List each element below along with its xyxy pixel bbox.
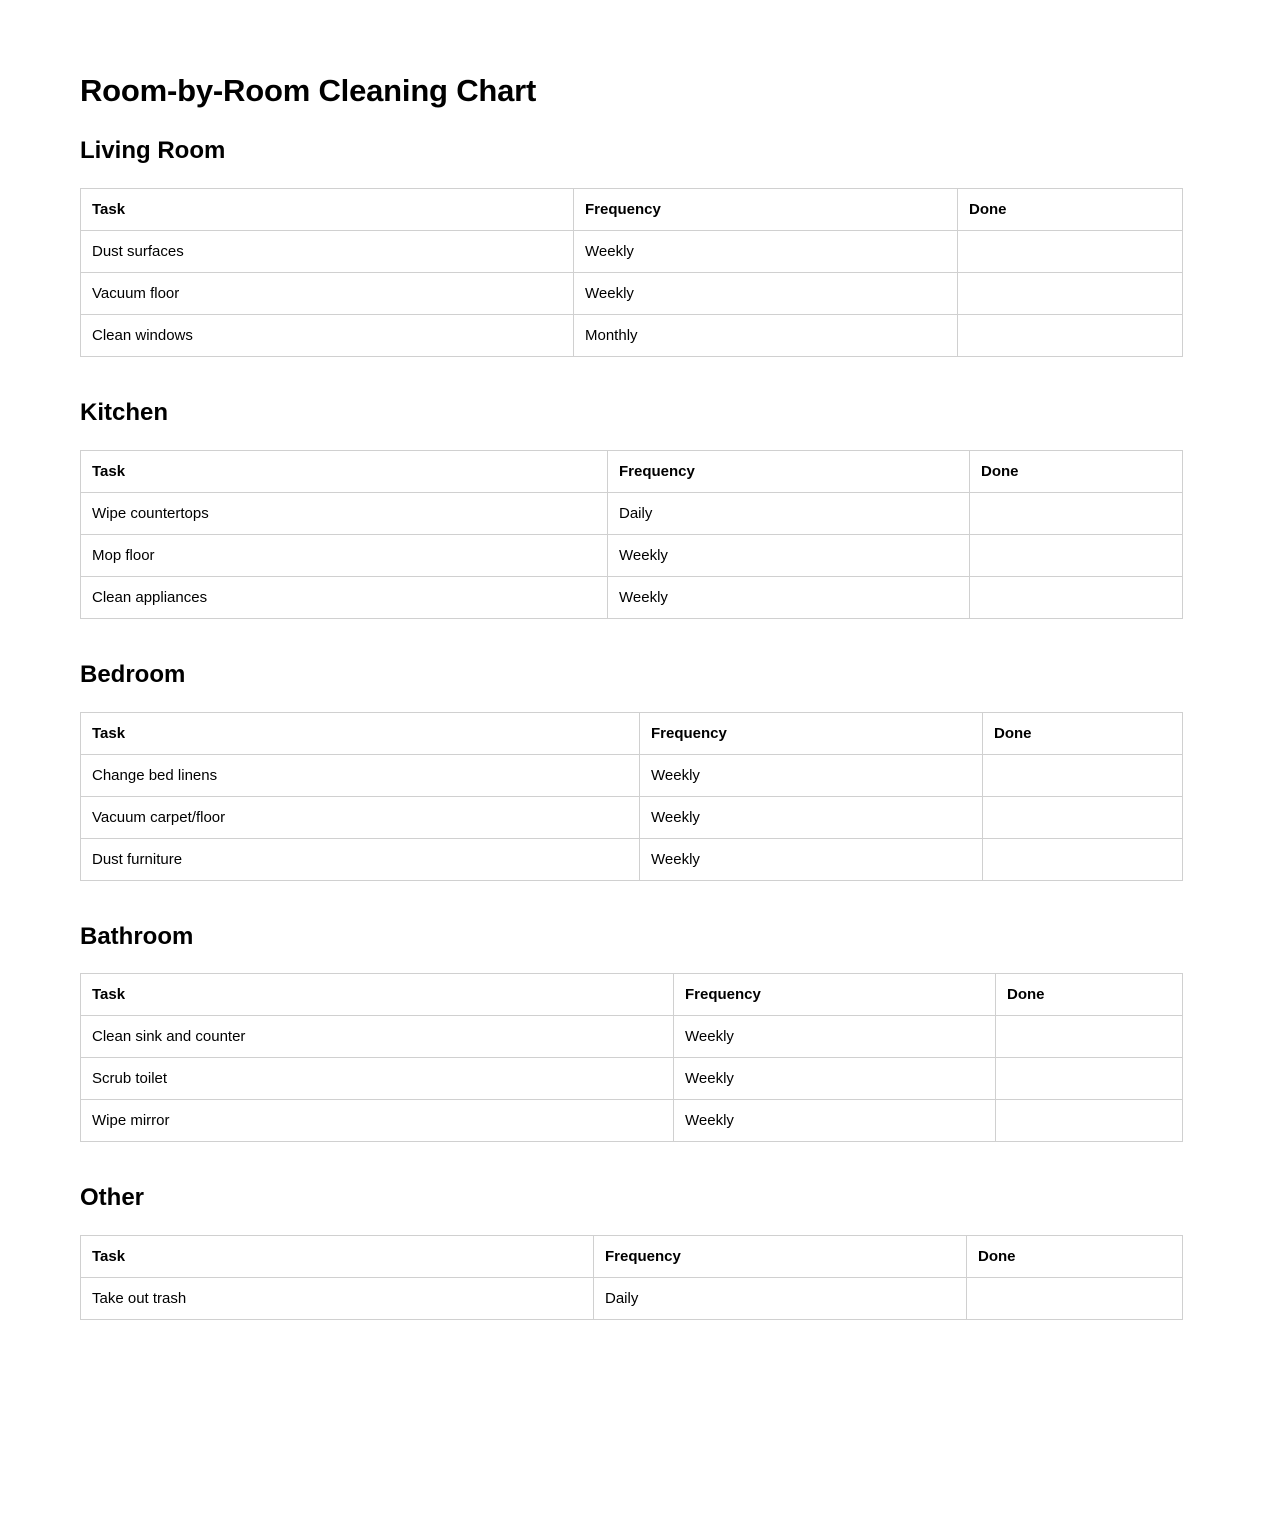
table-header-row	[81, 974, 1183, 1016]
task-cell: Mop floor	[81, 534, 608, 576]
task-cell: Take out trash	[81, 1278, 594, 1320]
column-header-frequency: Frequency	[640, 712, 983, 754]
section-heading-other: Other	[80, 1184, 145, 1212]
task-cell: Vacuum carpet/floor	[81, 796, 640, 838]
column-header-frequency: Frequency	[608, 450, 970, 492]
section-heading-bathroom: Bathroom	[80, 922, 194, 950]
table-row	[81, 314, 1183, 356]
frequency-cell: Weekly	[674, 1016, 996, 1058]
table-row	[81, 838, 1183, 880]
frequency-cell: Daily	[594, 1278, 967, 1320]
frequency-cell: Weekly	[674, 1058, 996, 1100]
task-cell: Scrub toilet	[81, 1058, 674, 1100]
task-table-other	[80, 1235, 1183, 1320]
task-cell: Vacuum floor	[81, 272, 574, 314]
section-heading-kitchen: Kitchen	[80, 398, 169, 426]
table-row	[81, 754, 1183, 796]
sections-container	[80, 137, 1183, 1320]
column-header-frequency: Frequency	[574, 188, 958, 230]
done-checkbox-cell[interactable]	[958, 230, 1183, 272]
done-checkbox-cell[interactable]	[958, 272, 1183, 314]
table-row	[81, 796, 1183, 838]
section-living-room	[80, 137, 1183, 357]
section-heading-bedroom: Bedroom	[80, 660, 186, 688]
column-header-done: Done	[967, 1236, 1183, 1278]
column-header-done: Done	[958, 188, 1183, 230]
task-table-living-room	[80, 188, 1183, 357]
table-row	[81, 1058, 1183, 1100]
done-checkbox-cell[interactable]	[983, 754, 1183, 796]
table-row	[81, 534, 1183, 576]
column-header-frequency: Frequency	[594, 1236, 967, 1278]
done-checkbox-cell[interactable]	[958, 314, 1183, 356]
frequency-cell: Weekly	[640, 796, 983, 838]
frequency-cell: Weekly	[608, 534, 970, 576]
column-header-done: Done	[970, 450, 1183, 492]
table-header-row	[81, 450, 1183, 492]
section-other	[80, 1184, 1183, 1320]
done-checkbox-cell[interactable]	[996, 1016, 1183, 1058]
page-title: Room-by-Room Cleaning Chart	[80, 73, 537, 108]
table-row	[81, 230, 1183, 272]
frequency-cell: Weekly	[640, 754, 983, 796]
column-header-task: Task	[81, 1236, 594, 1278]
table-row	[81, 576, 1183, 618]
task-table-bedroom	[80, 712, 1183, 881]
task-cell: Dust surfaces	[81, 230, 574, 272]
done-checkbox-cell[interactable]	[970, 492, 1183, 534]
table-header-row	[81, 1236, 1183, 1278]
task-cell: Clean windows	[81, 314, 574, 356]
frequency-cell: Weekly	[674, 1100, 996, 1142]
done-checkbox-cell[interactable]	[970, 534, 1183, 576]
column-header-task: Task	[81, 712, 640, 754]
frequency-cell: Monthly	[574, 314, 958, 356]
done-checkbox-cell[interactable]	[996, 1100, 1183, 1142]
done-checkbox-cell[interactable]	[996, 1058, 1183, 1100]
task-cell: Clean sink and counter	[81, 1016, 674, 1058]
section-kitchen	[80, 399, 1183, 619]
task-table-bathroom	[80, 973, 1183, 1142]
done-checkbox-cell[interactable]	[983, 796, 1183, 838]
table-header-row	[81, 712, 1183, 754]
task-table-kitchen	[80, 450, 1183, 619]
frequency-cell: Weekly	[574, 230, 958, 272]
done-checkbox-cell[interactable]	[983, 838, 1183, 880]
column-header-task: Task	[81, 188, 574, 230]
task-cell: Clean appliances	[81, 576, 608, 618]
done-checkbox-cell[interactable]	[967, 1278, 1183, 1320]
column-header-done: Done	[983, 712, 1183, 754]
frequency-cell: Weekly	[640, 838, 983, 880]
done-checkbox-cell[interactable]	[970, 576, 1183, 618]
column-header-task: Task	[81, 450, 608, 492]
task-cell: Wipe countertops	[81, 492, 608, 534]
frequency-cell: Weekly	[574, 272, 958, 314]
table-header-row	[81, 188, 1183, 230]
section-heading-living-room: Living Room	[80, 137, 226, 165]
section-bathroom	[80, 923, 1183, 1143]
table-row	[81, 492, 1183, 534]
table-row	[81, 1016, 1183, 1058]
column-header-frequency: Frequency	[674, 974, 996, 1016]
section-bedroom	[80, 661, 1183, 881]
task-cell: Wipe mirror	[81, 1100, 674, 1142]
task-cell: Change bed linens	[81, 754, 640, 796]
table-row	[81, 1278, 1183, 1320]
frequency-cell: Weekly	[608, 576, 970, 618]
table-row	[81, 1100, 1183, 1142]
task-cell: Dust furniture	[81, 838, 640, 880]
frequency-cell: Daily	[608, 492, 970, 534]
column-header-done: Done	[996, 974, 1183, 1016]
table-row	[81, 272, 1183, 314]
column-header-task: Task	[81, 974, 674, 1016]
